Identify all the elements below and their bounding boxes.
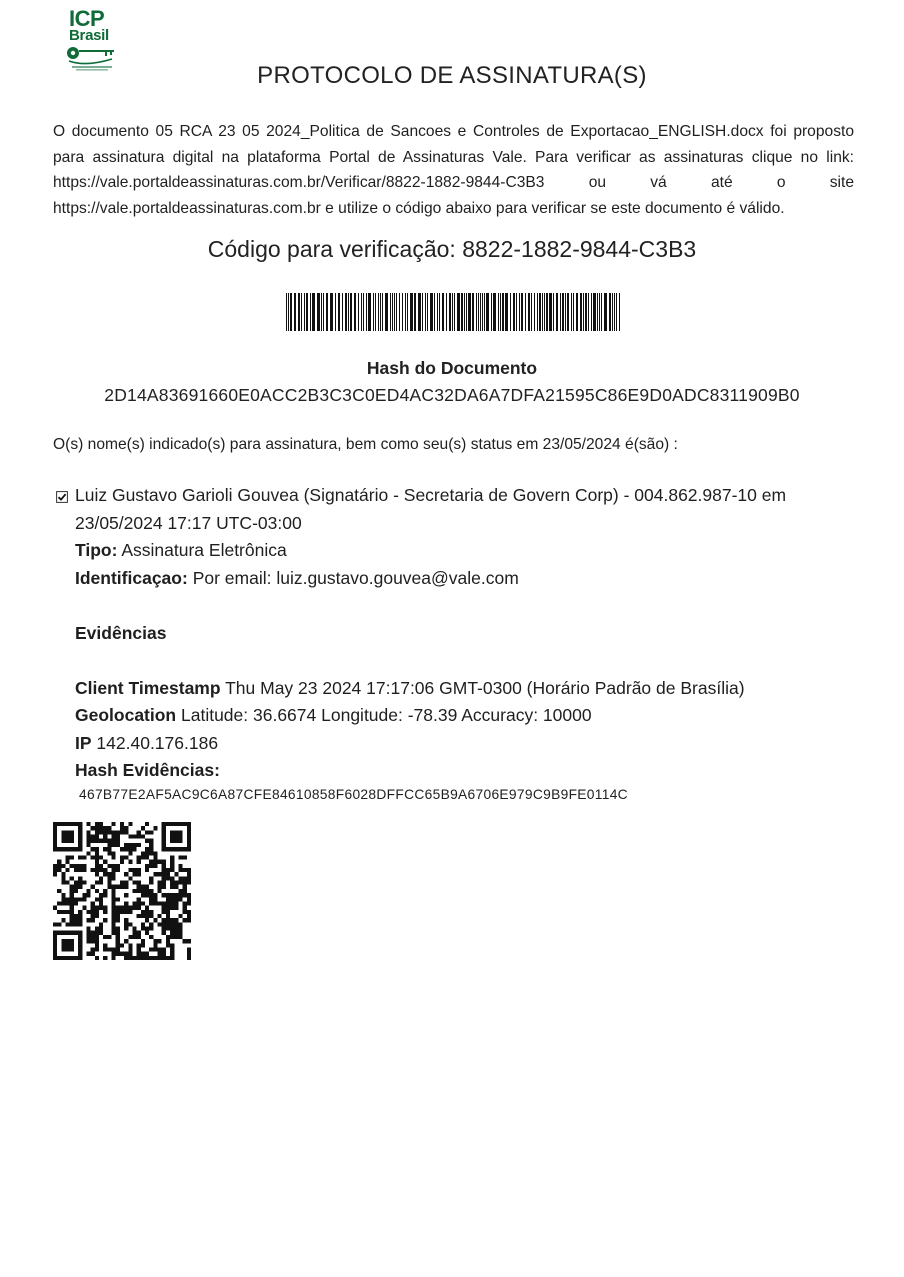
checked-checkbox-icon	[56, 491, 68, 503]
logo-icp-text: ICP	[69, 6, 105, 31]
verification-code: 8822-1882-9844-C3B3	[462, 236, 697, 262]
qr-code-image	[53, 822, 191, 960]
ip-value: 142.40.176.186	[96, 732, 219, 753]
verification-label: Código para verificação:	[207, 236, 456, 262]
client-timestamp-value: Thu May 23 2024 17:17:06 GMT-0300 (Horário Padrão de Brasília)	[225, 677, 745, 698]
ip-row	[75, 730, 855, 758]
signer-identification-value: Por email: luiz.gustavo.gouvea@vale.com	[192, 567, 519, 588]
ip-label: IP	[75, 732, 92, 753]
status-line: O(s) nome(s) indicado(s) para assinatura, bem como seu(s) status em 23/05/2024 é(são) :	[53, 436, 678, 453]
evidence-hash-value: 467B77E2AF5AC9C6A87CFE84610858F6028DFFCC65B9A6706E979C9B9FE0114C	[79, 787, 628, 802]
evidence-hash-row	[75, 757, 855, 785]
client-timestamp-label: Client Timestamp	[75, 677, 221, 698]
intro-paragraph: O documento 05 RCA 23 05 2024_Politica de Sancoes e Controles de Exportacao_ENGLISH.docx foi proposto para assinatura digital na plataforma Portal de Assinaturas Vale. Para verificar as assinaturas clique no link: https://vale.portaldeassinaturas.com.br/Verificar/8822-1882-9844-C3B3 ou vá até o site https://vale.portaldeassinaturas.com.br e utilize o código abaixo para verificar se este documento é válido.	[53, 123, 854, 217]
page-title: PROTOCOLO DE ASSINATURA(S)	[257, 62, 647, 89]
signer-block	[75, 482, 855, 785]
signer-identification-label: Identificaçao:	[75, 567, 188, 588]
spacer	[75, 592, 855, 620]
document-hash-value: 2D14A83691660E0ACC2B3C3C0ED4AC32DA6A7DFA21595C86E9D0ADC8311909B0	[104, 385, 800, 405]
evidence-hash-label: Hash Evidências:	[75, 760, 220, 780]
geolocation-label: Geolocation	[75, 705, 177, 725]
barcode-image	[286, 293, 621, 331]
document-hash-title: Hash do Documento	[366, 358, 538, 378]
signer-type-value: Assinatura Eletrônica	[121, 540, 287, 560]
geolocation-value: Latitude: 36.6674 Longitude: -78.39 Accuracy: 10000	[181, 705, 592, 725]
spacer	[75, 647, 855, 675]
signer-identification-row	[75, 565, 855, 593]
signer-name-line: Luiz Gustavo Garioli Gouvea (Signatário - Secretaria de Govern Corp) - 004.862.987-10 em	[75, 485, 787, 505]
evidence-title: Evidências	[75, 622, 167, 643]
geolocation-row	[75, 702, 855, 730]
logo-brasil-text: Brasil	[69, 27, 109, 44]
signer-type-row	[75, 537, 855, 565]
verification-code-line	[0, 236, 904, 263]
client-timestamp-row	[75, 675, 855, 703]
signer-date-line: 23/05/2024 17:17 UTC-03:00	[75, 512, 302, 533]
signer-type-label: Tipo:	[75, 540, 118, 560]
